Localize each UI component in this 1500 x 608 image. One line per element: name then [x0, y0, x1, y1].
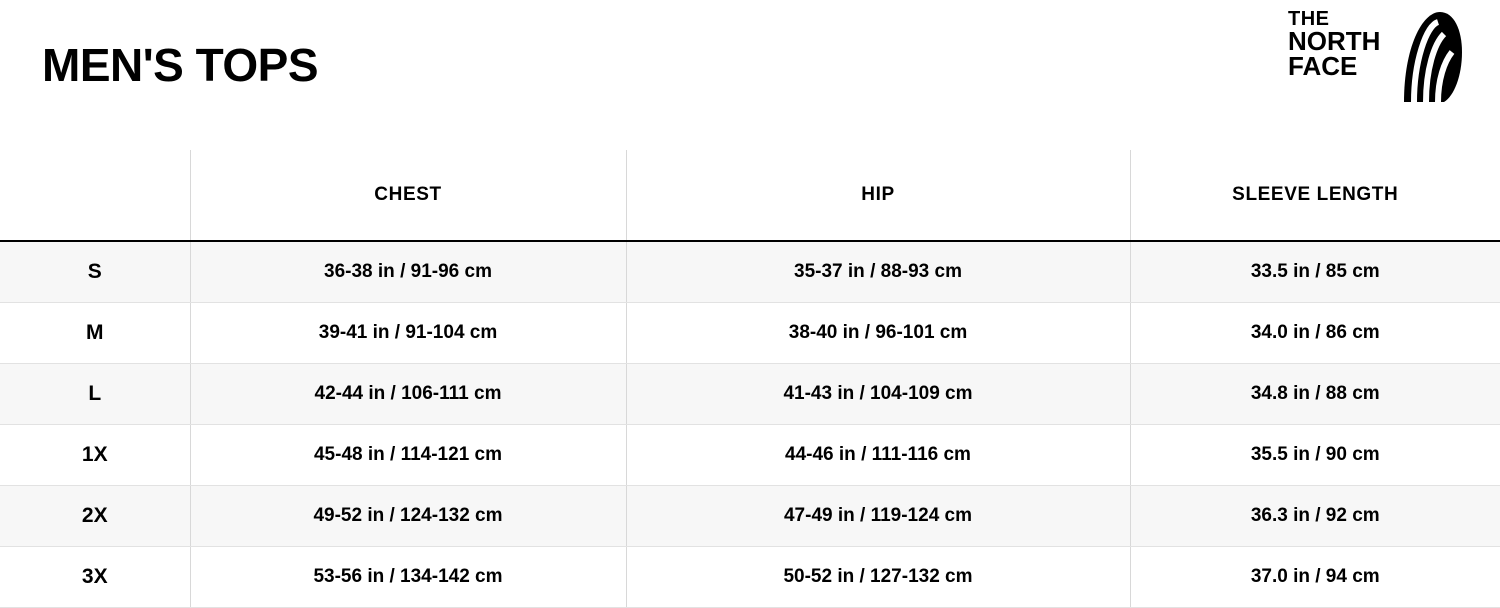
cell-sleeve-length: 37.0 in / 94 cm — [1130, 546, 1500, 607]
cell-size: M — [0, 302, 190, 363]
north-face-dome-icon — [1400, 10, 1466, 102]
cell-sleeve-length: 36.3 in / 92 cm — [1130, 485, 1500, 546]
table-row — [0, 363, 1500, 424]
table-row — [0, 424, 1500, 485]
cell-size: 3X — [0, 546, 190, 607]
column-header-hip: HIP — [626, 150, 1130, 241]
header — [0, 0, 1500, 150]
cell-hip: 50-52 in / 127-132 cm — [626, 546, 1130, 607]
cell-size: L — [0, 363, 190, 424]
cell-sleeve-length: 34.0 in / 86 cm — [1130, 302, 1500, 363]
brand-logo — [1288, 8, 1466, 108]
cell-hip: 47-49 in / 119-124 cm — [626, 485, 1130, 546]
cell-chest: 39-41 in / 91-104 cm — [190, 302, 626, 363]
brand-logo-line-1: THE — [1288, 8, 1330, 30]
column-header-size — [0, 150, 190, 241]
brand-logo-wordmark — [1288, 8, 1400, 82]
brand-logo-line-3: FACE — [1288, 51, 1358, 82]
cell-size: 2X — [0, 485, 190, 546]
cell-hip: 44-46 in / 111-116 cm — [626, 424, 1130, 485]
cell-hip: 35-37 in / 88-93 cm — [626, 241, 1130, 302]
table-header-row — [0, 150, 1500, 241]
cell-chest: 36-38 in / 91-96 cm — [190, 241, 626, 302]
cell-hip: 38-40 in / 96-101 cm — [626, 302, 1130, 363]
brand-logo-line-2: NORTH — [1288, 26, 1381, 57]
cell-chest: 45-48 in / 114-121 cm — [190, 424, 626, 485]
table-row — [0, 241, 1500, 302]
page-title: MEN'S TOPS — [42, 39, 319, 91]
cell-size: 1X — [0, 424, 190, 485]
column-header-chest: CHEST — [190, 150, 626, 241]
table-header — [0, 150, 1500, 241]
column-header-sleeve-length: SLEEVE LENGTH — [1130, 150, 1500, 241]
cell-sleeve-length: 33.5 in / 85 cm — [1130, 241, 1500, 302]
cell-sleeve-length: 35.5 in / 90 cm — [1130, 424, 1500, 485]
table-row — [0, 485, 1500, 546]
cell-sleeve-length: 34.8 in / 88 cm — [1130, 363, 1500, 424]
cell-chest: 42-44 in / 106-111 cm — [190, 363, 626, 424]
cell-chest: 53-56 in / 134-142 cm — [190, 546, 626, 607]
size-chart-table — [0, 150, 1500, 608]
table-body — [0, 241, 1500, 607]
table-row — [0, 302, 1500, 363]
cell-size: S — [0, 241, 190, 302]
cell-chest: 49-52 in / 124-132 cm — [190, 485, 626, 546]
table-row — [0, 546, 1500, 607]
cell-hip: 41-43 in / 104-109 cm — [626, 363, 1130, 424]
